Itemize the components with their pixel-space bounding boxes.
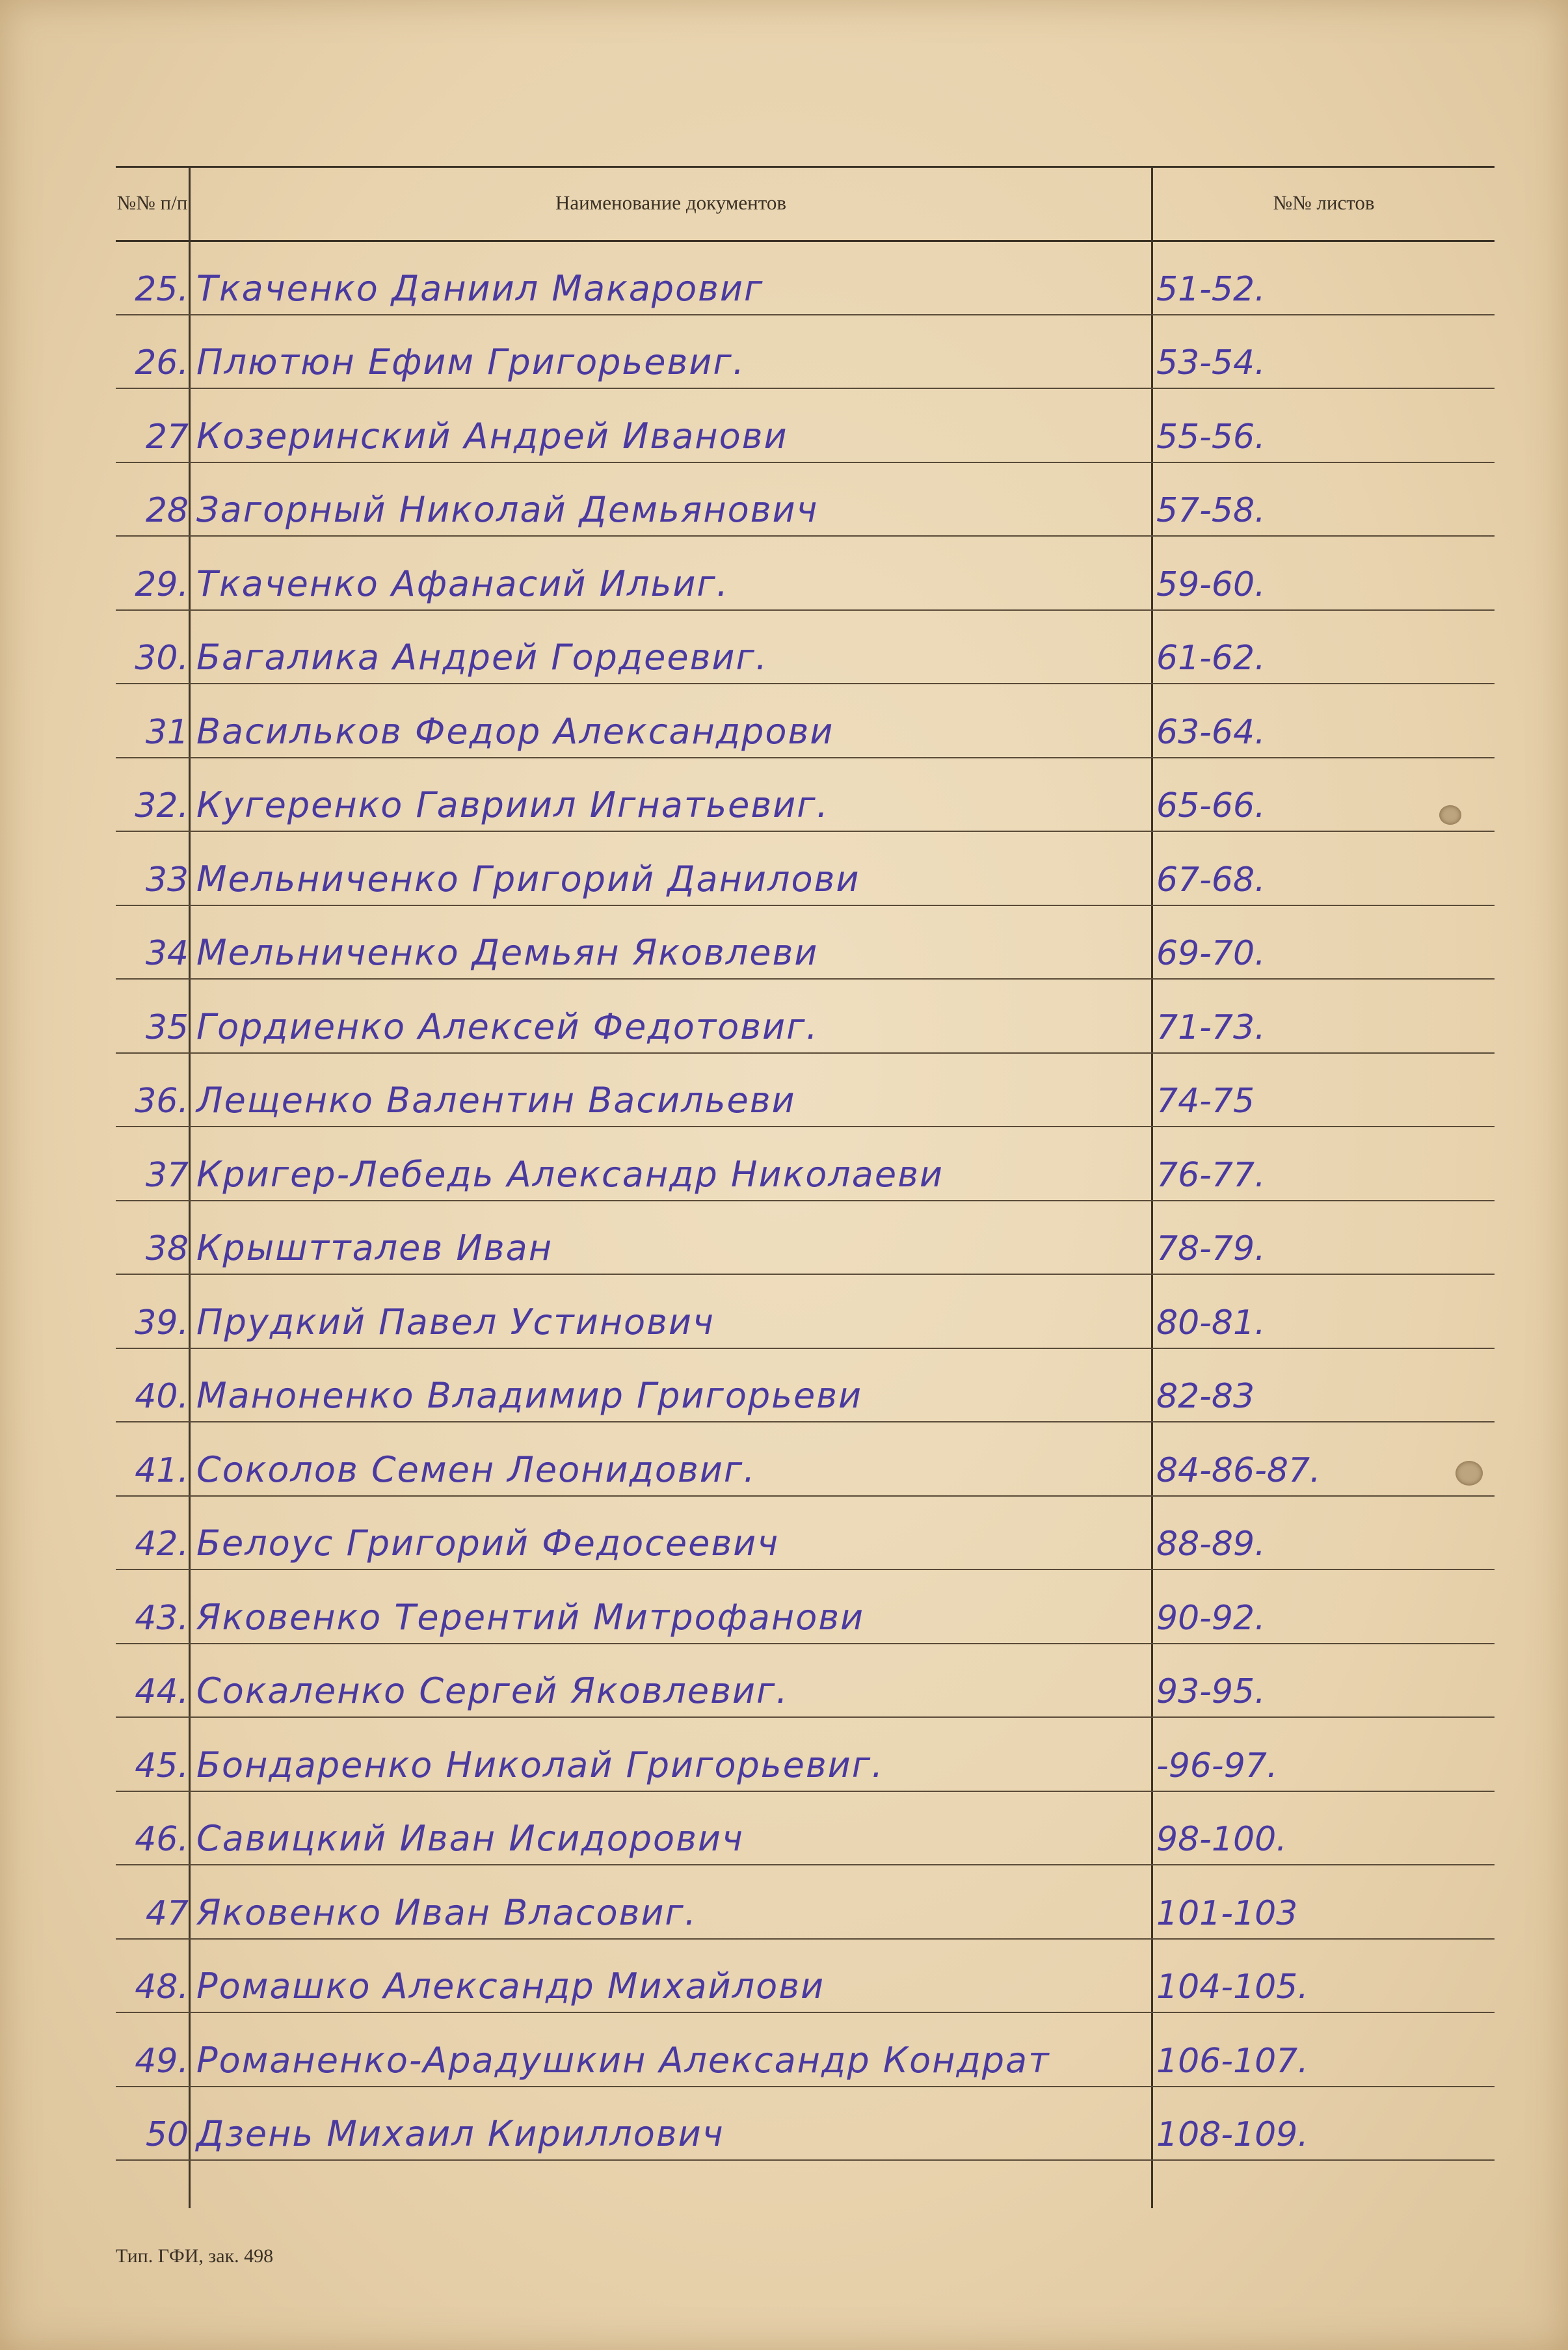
sheet-range: 59-60.: [1156, 565, 1266, 604]
sheet-range: 78-79.: [1156, 1229, 1266, 1268]
person-name: Савицкий Иван Исидорович: [196, 1818, 744, 1859]
row-number: 43.: [135, 1598, 189, 1638]
table-row: [116, 1864, 1495, 1940]
person-name: Бондаренко Николай Григорьевиг.: [196, 1744, 884, 1785]
table-row: [116, 609, 1495, 685]
sheet-range: 106-107.: [1156, 2041, 1309, 2081]
sheet-range: 71-73.: [1156, 1008, 1266, 1047]
person-name: Кригер-Лебедь Александр Николаеви: [196, 1153, 944, 1195]
row-number: 41.: [135, 1450, 189, 1490]
table-row: [116, 462, 1495, 537]
sheet-range: 51-52.: [1156, 269, 1266, 309]
person-name: Кугеренко Гавриил Игнатьевиг.: [196, 784, 829, 825]
row-number: 28: [145, 491, 189, 530]
person-name: Сокаленко Сергей Яковлевиг.: [196, 1670, 789, 1711]
person-name: Багалика Андрей Гордеевиг.: [196, 637, 769, 678]
table-row: [116, 1791, 1495, 1866]
header-sheets: №№ листов: [1273, 191, 1375, 215]
person-name: Гордиенко Алексей Федотовиг.: [196, 1006, 819, 1047]
header-number: №№ п/п: [116, 191, 188, 215]
sheet-range: 74-75: [1156, 1082, 1255, 1121]
sheet-range: 55-56.: [1156, 417, 1266, 457]
person-name: Лещенко Валентин Васильеви: [196, 1080, 796, 1121]
table-row: [116, 2012, 1495, 2087]
person-name: Загорный Николай Демьянович: [196, 489, 819, 530]
sheet-range: 93-95.: [1156, 1672, 1266, 1711]
person-name: Романенко-Арадушкин Александр Кондрат: [196, 2039, 1050, 2081]
table-row: [116, 1938, 1495, 2014]
table-row: [116, 1643, 1495, 1718]
row-number: 39.: [135, 1303, 189, 1342]
table-row: [116, 1274, 1495, 1349]
table-row: [116, 1052, 1495, 1128]
row-number: 37: [145, 1155, 189, 1195]
sheet-range: 104-105.: [1156, 1968, 1309, 2007]
table-row: [116, 388, 1495, 463]
person-name: Плютюн Ефим Григорьевиг.: [196, 341, 745, 382]
sheet-range: 80-81.: [1156, 1303, 1266, 1342]
row-number: 25.: [135, 269, 189, 309]
person-name: Яковенко Терентий Митрофанови: [196, 1596, 865, 1638]
row-number: 48.: [135, 1968, 189, 2007]
row-number: 31: [145, 712, 189, 752]
table-row: [116, 683, 1495, 758]
person-name: Козеринский Андрей Иванови: [196, 415, 788, 457]
sheet-range: 84-86-87.: [1156, 1450, 1321, 1490]
person-name: Крыштталев Иван: [196, 1227, 553, 1268]
row-number: 49.: [135, 2041, 189, 2081]
row-number: 47: [145, 1893, 189, 1933]
table-row: [116, 535, 1495, 611]
sheet-range: 76-77.: [1156, 1155, 1266, 1195]
table-row: [116, 1716, 1495, 1792]
row-number: 44.: [135, 1672, 189, 1711]
row-number: 30.: [135, 639, 189, 678]
table-row: [116, 314, 1495, 390]
row-number: 46.: [135, 1820, 189, 1859]
document-register-table: [116, 166, 1495, 2208]
row-number: 40.: [135, 1377, 189, 1416]
sheet-range: 90-92.: [1156, 1598, 1266, 1638]
table-row: [116, 757, 1495, 833]
printer-imprint: Тип. ГФИ, зак. 498: [116, 2245, 274, 2267]
person-name: Мельниченко Григорий Данилови: [196, 858, 860, 900]
row-number: 42.: [135, 1525, 189, 1564]
person-name: Ромашко Александр Михайлови: [196, 1966, 825, 2007]
table-row: [116, 978, 1495, 1054]
row-number: 33: [145, 860, 189, 900]
table-row: [116, 1495, 1495, 1571]
person-name: Яковенко Иван Власовиг.: [196, 1891, 697, 1933]
row-number: 27: [145, 417, 189, 457]
sheet-range: 67-68.: [1156, 860, 1266, 900]
row-number: 36.: [135, 1082, 189, 1121]
table-row: [116, 905, 1495, 980]
row-number: 29.: [135, 565, 189, 604]
person-name: Прудкий Павел Устинович: [196, 1301, 715, 1342]
table-row: [116, 1569, 1495, 1644]
row-number: 32.: [135, 786, 189, 825]
row-number: 34: [145, 934, 189, 973]
row-number: 35: [145, 1008, 189, 1047]
header-document-name: Наименование документов: [555, 191, 787, 215]
table-row: [116, 240, 1495, 315]
person-name: Маноненко Владимир Григорьеви: [196, 1375, 863, 1416]
person-name: Ткаченко Даниил Макаровиг: [196, 267, 764, 309]
row-number: 38: [145, 1229, 189, 1268]
sheet-range: 61-62.: [1156, 639, 1266, 678]
row-number: 45.: [135, 1746, 189, 1785]
sheet-range: 101-103: [1156, 1893, 1298, 1933]
sheet-range: 57-58.: [1156, 491, 1266, 530]
table-row: [116, 1421, 1495, 1497]
table-row: [116, 2086, 1495, 2161]
sheet-range: 88-89.: [1156, 1525, 1266, 1564]
table-row: [116, 1126, 1495, 1201]
person-name: Белоус Григорий Федосеевич: [196, 1523, 780, 1564]
person-name: Ткаченко Афанасий Ильиг.: [196, 563, 729, 604]
sheet-range: 69-70.: [1156, 934, 1266, 973]
sheet-range: 65-66.: [1156, 786, 1266, 825]
person-name: Мельниченко Демьян Яковлеви: [196, 932, 819, 973]
table-row: [116, 831, 1495, 906]
row-number: 50: [145, 2115, 189, 2154]
person-name: Васильков Федор Александрови: [196, 710, 834, 752]
person-name: Соколов Семен Леонидовиг.: [196, 1449, 756, 1490]
sheet-range: 63-64.: [1156, 712, 1266, 752]
sheet-range: 53-54.: [1156, 343, 1266, 382]
table-row: [116, 1348, 1495, 1423]
row-number: 26.: [135, 343, 189, 382]
table-row: [116, 1200, 1495, 1275]
sheet-range: 108-109.: [1156, 2115, 1309, 2154]
sheet-range: 82-83: [1156, 1377, 1255, 1416]
sheet-range: -96-97.: [1156, 1746, 1278, 1785]
sheet-range: 98-100.: [1156, 1820, 1287, 1859]
person-name: Дзень Михаил Кириллович: [196, 2113, 724, 2154]
